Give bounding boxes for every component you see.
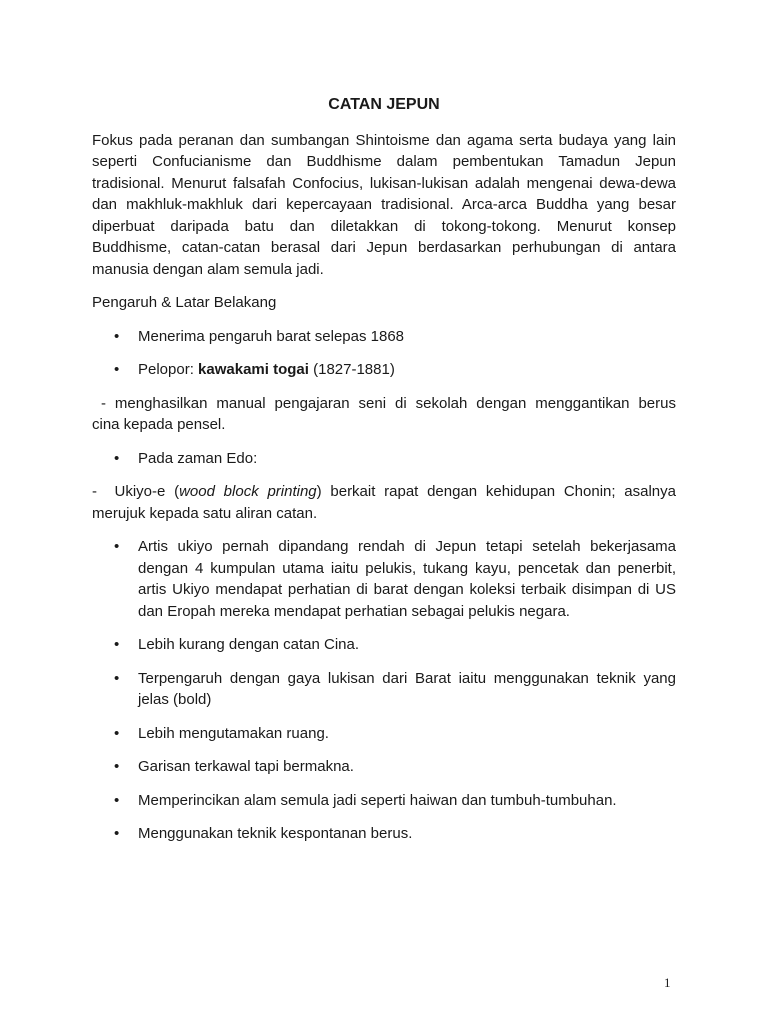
bullet-dot: • [114,758,120,775]
bullet-dot: • [114,791,120,809]
list-item [92,448,676,470]
bullet-line: Lebih mengutamakan ruang. [138,724,329,742]
page-title: CATAN JEPUN [328,96,440,113]
list-item [92,359,676,381]
bullet-line: artis Ukiyo mendapat perhatian di barat dengan koleksi terbaik disimpan di US [138,581,676,598]
dash-line [92,481,676,503]
bullet-line: Garisan terkawal tapi bermakna. [138,758,354,775]
intro-line: diperbuat daripada batu dan diletakkan di tokong-tokong. Menurut konsep [92,217,676,235]
bullet-dot: • [114,327,120,345]
bullet-prefix: Pelopor: [138,361,199,378]
dash-line: merujuk kepada satu aliran catan. [92,504,318,522]
dash-paragraph-ukiyoe [92,481,676,524]
dash-line: - menghasilkan manual pengajaran seni di sekolah dengan menggantikan berus [92,394,676,412]
dash-paragraph-manual [92,393,676,436]
bullet-text: Menerima pengaruh barat selepas 1868 [138,327,405,345]
intro-paragraph [92,130,676,281]
bullet-line: jelas (bold) [138,691,212,708]
bullet-dot: • [114,449,120,467]
bullet-suffix: (1827-1881) [308,361,395,378]
intro-line: Fokus pada peranan dan sumbangan Shintoisme dan agama serta budaya yang lain [92,131,676,149]
bullet-text: Pada zaman Edo: [138,449,258,467]
list-item [92,756,676,778]
bullet-list-edo [92,448,676,470]
page-number: 1 [664,975,671,990]
pioneer-name: kawakami togai [198,361,309,378]
bullet-line: Menggunakan teknik kespontanan berus. [138,825,413,842]
bullet-line: Memperincikan alam semula jadi seperti haiwan dan tumbuh-tumbuhan. [138,791,617,809]
intro-line: dan makhluk-makhluk dari kepercayaan tradisional. Arca-arca Buddha yang besar [92,196,676,213]
bullet-dot: • [114,361,120,378]
bullet-dot: • [114,669,120,687]
dash-line: cina kepada pensel. [92,416,226,433]
section-heading: Pengaruh & Latar Belakang [92,294,277,311]
bullet-list-main [92,536,676,845]
list-item [92,790,676,812]
list-item [92,668,676,711]
intro-line: manusia dengan alam semula jadi. [92,260,324,278]
bullet-line: Lebih kurang dengan catan Cina. [138,636,360,653]
list-item [92,634,676,656]
bullet-dot: • [114,825,120,842]
list-item [92,723,676,745]
list-item [92,823,676,845]
intro-line: Buddhisme, catan-catan berasal dari Jepun berdasarkan perhubungan di antara [92,239,676,256]
ukiyoe-italic: wood block printing [179,483,317,500]
intro-line: seperti Confucianisme dan Buddhisme dalam pembentukan Tamadun Jepun [92,153,676,170]
bullet-list-top [92,326,676,381]
ukiyoe-prefix: - Ukiyo-e ( [92,483,180,500]
bullet-line: dan Eropah mereka mendapat perhatian sebagai pelukis negara. [138,602,570,620]
bullet-dot: • [114,636,120,653]
intro-line: tradisional. Menurut falsafah Confocius, lukisan-lukisan adalah mengenai dewa-dewa [92,174,676,192]
bullet-line: Artis ukiyo pernah dipandang rendah di Jepun tetapi setelah bekerjasama [138,538,676,555]
document-page [92,94,676,857]
bullet-line: Terpengaruh dengan gaya lukisan dari Barat iaitu menggunakan teknik yang [138,669,676,687]
bullet-dot: • [114,538,120,555]
list-item [92,326,676,348]
ukiyoe-suffix: ) berkait rapat dengan kehidupan Chonin; asalnya [316,483,676,500]
list-item [92,536,676,622]
bullet-line: dengan 4 kumpulan utama iaitu pelukis, tukang kayu, pencetak dan penerbit, [138,559,676,577]
bullet-dot: • [114,724,120,742]
